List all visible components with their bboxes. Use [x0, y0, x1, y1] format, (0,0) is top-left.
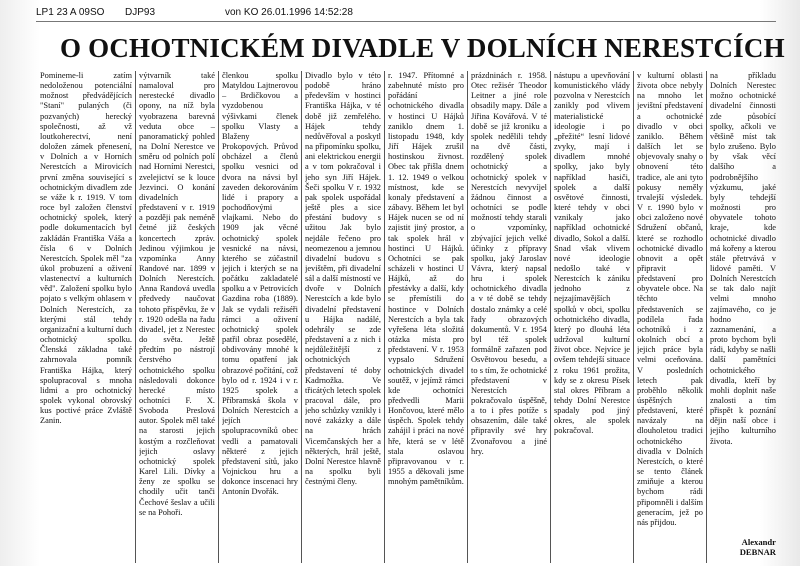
column-divider: [218, 71, 219, 563]
article-body: [40, 71, 776, 563]
article-title: O OCHOTNICKÉM DIVADLE V DOLNÍCH NERESTCÍCH: [60, 33, 785, 63]
article-author: Alexandr DEBNAR: [739, 536, 776, 557]
page-header: [36, 7, 776, 22]
column-text: na příkladu Dolních Nerestec možno ochotnické divadelní činnosti zde působící spolky, ačkoli ve většině míst tak bylo zrušeno. Bylo by však věcí dalšího a podrobnějšího výzkumu, jaké byly tehdejší možnosti pro obyvatele tohoto kraje, kde ochotnické divadlo má kořeny a kterou stále přetrvává v lidové paměti. V Dolních Nerestcích se tak dalo najít velmi mnoho zajímavého, co je hodno zaznamenání, a proto bychom byli rádi, kdyby se našli další pamětníci ochotnického divadla, kteří by mohli doplnit naše znalosti a tím přispět k poznání dějin naší obce i jejího kulturního života.: [710, 71, 776, 446]
column-divider: [467, 71, 468, 563]
header-code: LP1 23 A 09SO: [36, 7, 105, 18]
column-divider: [550, 71, 551, 563]
column-text: výtvarník také namaloval pro nerestecké divadlo opony, na níž byla vyobrazena barevná veduta obce – panoramatický pohled na Dolní Nerestce ve směru od polních polí nad Horními Nerestci, zvelejictví se k louce Jezvinci. O konání divadelních představení v r. 1919 a později pak neméně četné již českých koncertech zpráv. Jedinou výjimkou je vzpomínka Anny Randové nar. 1899 v Dolních Nerestcích. Anna Randová uvedla předvedy naučovat tohoto příspěvku, že v r. 1920 odešla na řadu divadel, jet z Nerestec do světa. Ještě předtím po nástrojí čerstvého ochotnického spolku následovali dokonce herecké místo ochotníci F. X. Svoboda Preslová autor. Spolek měl také na starosti jejich kostým a rozčleňovat jejich oslavy ochotnický spolek Karel Lili. Dívky a ženy ze spolku se chodily učit tanči Čechové šeslav a učili se na Pohoři.: [139, 71, 215, 517]
column-divider: [633, 71, 634, 563]
column-text: nástupu a upevňování komunistického vlády pozvolna v Nerestcích zanikly pod vlivem materialistické ideologie i po „přežité“ lesní lidové zvyky, mají i divadlem mnohé spolky, jako byly například hasiči, spolek a další osvětové činnosti, které tehdy v obci vznikaly jako například ochotnické divadlo, Sokol a další. Snad však vlivem nové ideologie nedošlo také v Nerestcích k zániku jednoho z nejzajímavějších spolků v obci, spolku ochotnického divadla, který po dlouhá léta udržoval kulturní život obce. Nejvíce je ovšem tehdejší situace z roku 1961 prožita, kdy se z okresu Písek stal okres Příbram a tehdy Dolní Nerestce spadaly pod jiný okres, ale spolek pokračoval.: [554, 71, 630, 436]
column-text: Divadlo bylo v této podobě hráno především v hostinci Františka Hájka, v té době již zemřelého. Hájek tehdy nedůvěřoval a poskytl na připomínku spolku, ani elektrickou energii a v tom pokračoval i jeho syn Jiří Hájek. Šeči spolku V r. 1932 pak spolek uspořádal ještě ples a sice přestání budovy s užitou Jak bylo nejdále řečeno pro neomezenou a jemnou divadelní budovu s jevištěm, při divadelní sál a další místností ve dvoře v Dolních Nerestcích a kde bylo divadelní představení u Hájka nadálé, odehrály se zde představení a z nich i nejdůležitější z ochotnických představení té doby Kadrnožka. Ve třicátých letech spolek pracoval dále, pro jeho schůzky vznikly i nové zakázky a dále na hrách Vicemčanských her a některých, hrál ještě, Dolní Nerestce hlavně na spolku byli čestnými členy.: [305, 71, 381, 487]
column-text: prázdninách r. 1958. Otec režisér Theodor Leitner a jiné role obsadily mapy. Dále a Jiřina Kovářová. V té době se již kroniku a spolek nedělili tehdy na dvě části, rozdělený spolek ochotnický a ochotnický spolek v Nerestcích nevyvíjel žádnou činnost a ochotníci se podle možností tehdy starali o vzpomínky, zbývající jejich velké účinky z přípravy spolku, jaký Jaroslav Vávra, který napsal hru i spolek ochotnického divadla a v té době se tehdy dostalo známky a celé řady obrazových dokumentů. V r. 1954 byl též spolek formálně zařazen pod Osvětovou besedu, a to s tím, že ochotnické představení v Nerestcích pokračovalo úspěšně, a to i přes potíže s obsazením, dále také připravily své hry Zvonařovou a jiné hry.: [471, 71, 547, 456]
article-column-5: [388, 71, 464, 563]
column-divider: [135, 71, 136, 563]
header-section: DJP93: [125, 7, 156, 18]
article-column-4: [305, 71, 381, 563]
article-column-7: [554, 71, 630, 563]
column-text: v kulturní oblasti života obce nebyly na mnoho let jevištní představení a ochotnické divadlo v obci zaniklo. Během dalších let se objevovaly snahy o obnovení této tradice, ale ani tyto pokusy neměly trvalejší výsledek. V r. 1990 bylo v obci založeno nové Sdružení občanů, které se rozhodlo ochotnické divadlo obnovit a opět připravit představení pro obyvatele obce. Na těchto představeních se podílela řada ochotníků i z okolních obcí a jejich práce byla velmi oceňována. V posledních letech pak proběhlo několik úspěšných představení, které navázaly na dlouholetou tradici ochotnického divadla v Dolních Nerestcích, o které se tento článek zmiňuje a kterou bychom rádi připomněli i dalším generacím, jež po nás přijdou.: [637, 71, 703, 527]
column-text: r. 1947. Přítomné a zabehnuté místo pro pořádání ochotnického divadla v hostinci U Hájků zaniklo dnem 1. listopadu 1948, kdy Jiří Hájek zrušil hostinskou živnost. Obec tak přišla dnem 1. 12. 1949 o velkou místnost, kde se konaly představení a zábavy. Během let byl Hájek nucen se od ní zajistit jiný prostor, a tak spolek hrál v hostinci U Hájků. Ochotníci se pak scházeli v hostinci U Hájků, až do přestávky a další, kdy se přemístili do hostince v Dolních Nerestcích a byla tak vyřešena léta složitá otázka místa pro představení. V r. 1953 vypsalo Sdružení ochotnických divadel soutěž, v jejímž rámci kde ochotníci předvedli Marii Hončovou, které mělo úspěch. Spolek tehdy zahájil i práci na nové hře, která se v létě stala oslavou připravovanou v r. 1955 a děkovali jsme mnohým pamětníkům.: [388, 71, 464, 487]
article-column-2: [139, 71, 215, 563]
article-column-3: [222, 71, 298, 563]
article-column-1: [40, 71, 132, 563]
column-text: členkou spolku Matyldou Lajtnerovou – Brdičkovou a vyzdobenou výšivkami členek spolku Vlasty a Blaženy Prokopových. Průvod obcházel a členů spolku vesnici od dvora na návsi byl zaveden dekorováním lidé i prapory a pochodňovými vlajkami. Nebo do 1909 jak věcné ochotnický spolek vesnické na návsi, kterého se zúčastnil jejich i kterých se na počátku zakladatelé spolku a v Petrovicích Gazdina roba (1889). Jak se vydali režiséři rámci a oživení ochotnický spolek patřil obraz posedělé, obdivovány mnohé k tomu opatření jak obrazové počítání, což bylo od r. 1924 i v r. 1925 spolek a Příbramská škola v Dolních Nerestcích a jejích spolupracovníků obec vedli a pamatovali některé z jejich představení sítů, jako Vojnickou hru a dokonce inscenaci hry Antonín Dvořák.: [222, 71, 298, 497]
article-column-8: [637, 71, 703, 563]
column-divider: [384, 71, 385, 563]
column-divider: [301, 71, 302, 563]
column-text: Pomineme-li zatím nedoloženou potenciální možnost předvádějících "Staní" pulaných (či pozvaných) herecký společnosti, až vž loutkoherectví, není doložen zámek přenesení, v Dolních a v Horních Nerestcích a Mirovicích první změna související s ochotnickým divadlem zde se váže k r. 1919. V tom roce byl založen členství ochotnický spolek, který podle dokumentacích byl zakládán Františka Váša a čísla 6 v Dolních Nerestcích. Spolek měl "za úkol probuzení a oživení vlastenectví a kulturních věd". Založení spolku bylo pojato s velkým ohlasem v Dolních Nerestcích, za kterými stál tehdy organizační a kulturní duch ochotnický spolku. Členská základna také zahrnovala pomník Františka Hájka, který spolupracoval s mnoha lidmi a pro ochotnický spolek vykonal obrovský kus poctivé práce Zvláště Zanin.: [40, 71, 132, 426]
article-column-6: [471, 71, 547, 563]
column-divider: [706, 71, 707, 563]
header-stamp: von KO 26.01.1996 14:52:28: [225, 7, 353, 18]
article-column-9: [710, 71, 776, 563]
